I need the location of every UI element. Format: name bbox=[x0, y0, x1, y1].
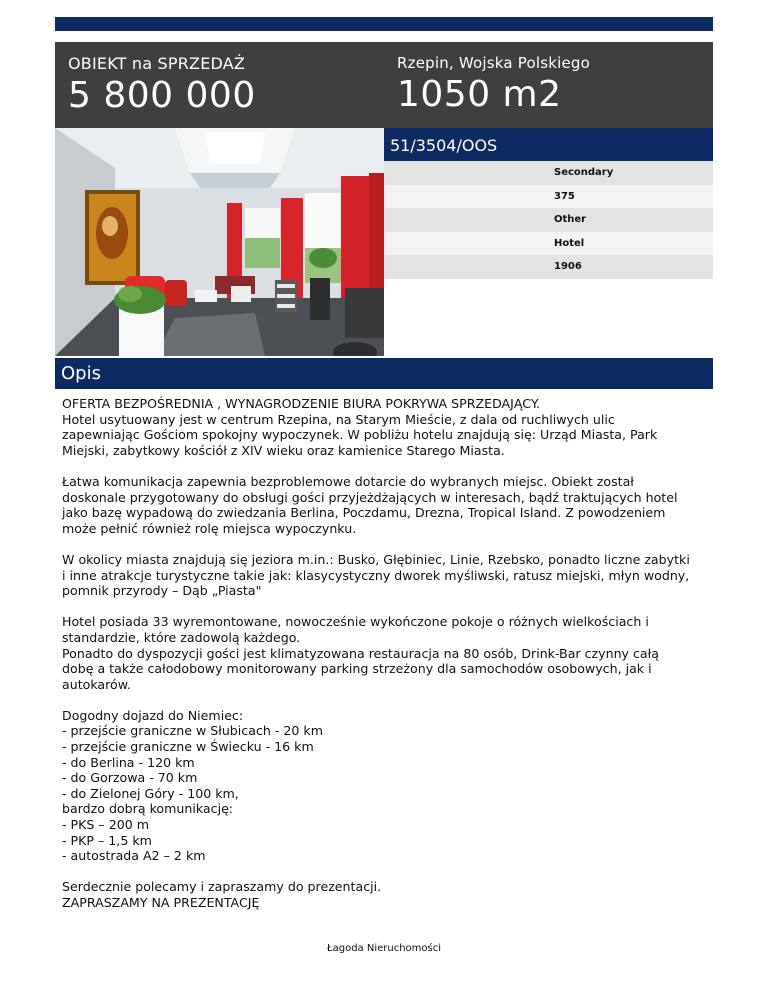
description-line: Dogodny dojazd do Niemiec: bbox=[62, 707, 244, 723]
detail-row: Secondary bbox=[384, 161, 713, 185]
location: Rzepin, Wojska Polskiego bbox=[397, 54, 591, 72]
reference-number: 51/3504/OOS bbox=[384, 128, 713, 161]
description-line: - przejście graniczne w Świecku - 16 km bbox=[62, 739, 314, 755]
description-line: zapewniając Gościom spokojny wypoczynek. W pobliżu hotelu znajdują się: Urząd Miasta, Park bbox=[62, 427, 658, 443]
description-line: Hotel posiada 33 wyremontowane, nowocześnie wykończone pokoje o różnych wielkościach i bbox=[62, 614, 649, 630]
price: 5 800 000 bbox=[68, 75, 256, 116]
description-line: Serdecznie polecamy i zapraszamy do prezentacji. bbox=[62, 879, 382, 895]
description-line: - do Gorzowa - 70 km bbox=[62, 770, 198, 786]
description-line: dobę a także całodobowy monitorowany parking strzeżony dla samochodów osobowych, jak i bbox=[62, 661, 652, 677]
description-line: - PKP – 1,5 km bbox=[62, 832, 152, 848]
header-left bbox=[68, 54, 256, 116]
description-line: ZAPRASZAMY NA PREZENTACJĘ bbox=[62, 895, 260, 910]
detail-row: Other bbox=[384, 208, 713, 232]
description-line: standardzie, które zadowolą każdego. bbox=[62, 629, 301, 645]
description-line: Miejski, zabytkowy kościół z XIV wieku oraz kamienice Starego Miasta. bbox=[62, 442, 505, 458]
area: 1050 m2 bbox=[397, 74, 562, 115]
detail-row: Hotel bbox=[384, 232, 713, 256]
description-line: W okolicy miasta znajdują się jeziora m.in.: Busko, Głębiniec, Linie, Rzebsko, ponadto liczne zabytki bbox=[62, 551, 690, 567]
description-line: autokarów. bbox=[62, 676, 131, 692]
description-line: doskonale przygotowany do obsługi gości przyjeżdżających w interesach, bądź traktujących hotel bbox=[62, 489, 678, 505]
description-paragraph bbox=[62, 708, 712, 864]
description-line: pomnik przyrody – Dąb „Piasta" bbox=[62, 583, 262, 599]
description-line: - PKS – 200 m bbox=[62, 817, 150, 833]
detail-row: 1906 bbox=[384, 255, 713, 279]
description-line: może pełnić również rolę miejsca wypoczynku. bbox=[62, 520, 357, 536]
description-line: - do Zielonej Góry - 100 km, bbox=[62, 785, 239, 801]
description-line: Ponadto do dyspozycji gości jest klimatyzowana restauracja na 80 osób, Drink-Bar czynny całą bbox=[62, 645, 659, 661]
top-accent-bar bbox=[55, 17, 713, 31]
description-paragraph bbox=[62, 396, 712, 458]
description bbox=[62, 396, 712, 926]
header-right bbox=[397, 54, 590, 115]
footer-agency: Łagoda Nieruchomości bbox=[326, 943, 442, 954]
description-line: - przejście graniczne w Słubicach - 20 km bbox=[62, 723, 323, 739]
description-line: jako bazę wypadową do zwiedzania Berlina, Poczdamu, Drezna, Tropical Island. Z powodzeniem bbox=[62, 505, 666, 521]
description-line: bardzo dobrą komunikację: bbox=[62, 801, 234, 817]
detail-row: 375 bbox=[384, 185, 713, 209]
description-line: Łatwa komunikacja zapewnia bezproblemowe dotarcie do wybranych miejsc. Obiekt został bbox=[62, 473, 634, 489]
section-title: Opis bbox=[55, 358, 713, 389]
description-paragraph bbox=[62, 552, 712, 599]
description-line: i inne atrakcje turystyczne takie jak: klasycystyczny dworek myśliwski, ratusz miejski, młyn wodny, bbox=[62, 567, 690, 583]
description-paragraph bbox=[62, 614, 712, 692]
hotel-lobby-photo bbox=[55, 128, 384, 356]
offer-type: OBIEKT na SPRZEDAŻ bbox=[68, 54, 246, 73]
details-table bbox=[384, 161, 713, 279]
description-paragraph bbox=[62, 474, 712, 536]
description-line: Hotel usytuowany jest w centrum Rzepina, na Starym Mieście, z dala od ruchliwych ulic bbox=[62, 411, 615, 427]
listing-header bbox=[55, 42, 713, 128]
description-paragraph bbox=[62, 879, 712, 910]
description-line: OFERTA BEZPOŚREDNIA , WYNAGRODZENIE BIURA POKRYWA SPRZEDAJĄCY. bbox=[62, 396, 540, 411]
description-line: - do Berlina - 120 km bbox=[62, 754, 195, 770]
description-line: - autostrada A2 – 2 km bbox=[62, 848, 206, 864]
